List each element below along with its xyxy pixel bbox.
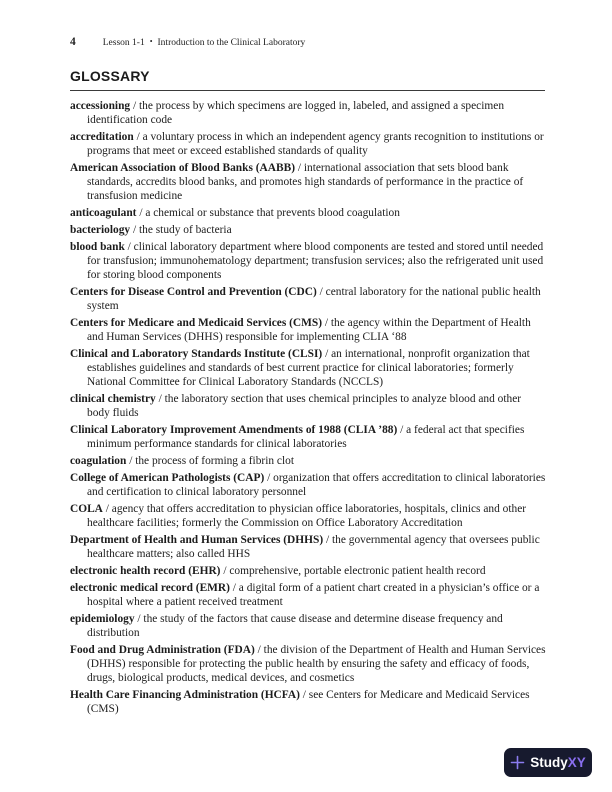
- glossary-term: Food and Drug Administration (FDA): [70, 644, 255, 656]
- glossary-definition: / the agency within the Department of Health and Human Services (DHHS) responsible for implementing CLIA ‘88: [87, 317, 531, 343]
- glossary-definition: / international association that sets blood bank standards, accredits blood banks, and promotes high standards of performance in the practice of transfusion medicine: [87, 162, 524, 202]
- glossary-term: electronic health record (EHR): [70, 565, 221, 577]
- plus-icon: [510, 755, 525, 770]
- glossary-term: COLA: [70, 503, 103, 515]
- glossary-definition: / an international, nonprofit organization that establishes guidelines and standards of best current practice for clinical laboratories; formerly National Committee for Clinical Laboratory Standards (NCCLS): [87, 348, 530, 388]
- glossary-entry: [70, 471, 546, 499]
- glossary-definition: / the process by which specimens are logged in, labeled, and assigned a specimen identification code: [87, 100, 505, 126]
- glossary-entry: [70, 454, 546, 468]
- glossary-term: Clinical and Laboratory Standards Institute (CLSI): [70, 348, 323, 360]
- glossary-definition: / the study of bacteria: [132, 224, 232, 236]
- glossary-list: [70, 99, 546, 719]
- glossary-definition: / the governmental agency that oversees public healthcare matters; also called HHS: [87, 534, 540, 560]
- glossary-entry: [70, 581, 546, 609]
- glossary-entry: [70, 285, 546, 313]
- running-header: [70, 36, 545, 48]
- glossary-term: Department of Health and Human Services (DHHS): [70, 534, 324, 546]
- glossary-entry: [70, 161, 546, 203]
- glossary-entry: [70, 423, 546, 451]
- glossary-definition: / a chemical or substance that prevents blood coagulation: [139, 207, 400, 219]
- glossary-definition: / the laboratory section that uses chemical principles to analyze blood and other body fluids: [87, 393, 522, 419]
- glossary-term: American Association of Blood Banks (AABB): [70, 162, 295, 174]
- glossary-entry: [70, 688, 546, 716]
- glossary-term: bacteriology: [70, 224, 131, 236]
- header-chapter-title: Introduction to the Clinical Laboratory: [157, 38, 306, 48]
- glossary-entry: [70, 612, 546, 640]
- glossary-entry: [70, 240, 546, 282]
- glossary-term: anticoagulant: [70, 207, 137, 219]
- glossary-term: accessioning: [70, 100, 131, 112]
- glossary-term: accreditation: [70, 131, 134, 143]
- glossary-term: blood bank: [70, 241, 125, 253]
- logo-text-primary: Study: [530, 755, 568, 770]
- header-lesson-label: Lesson 1-1: [102, 38, 145, 48]
- glossary-definition: / comprehensive, portable electronic patient health record: [223, 565, 486, 577]
- glossary-term: Clinical Laboratory Improvement Amendments of 1988 (CLIA ’88): [70, 424, 398, 436]
- glossary-entry: [70, 130, 546, 158]
- glossary-entry: [70, 99, 546, 127]
- glossary-entry: [70, 206, 546, 220]
- logo-text-accent: XY: [567, 755, 586, 770]
- glossary-definition: / a voluntary process in which an independent agency grants recognition to institutions or programs that meet or exceed established standards of quality: [87, 131, 544, 157]
- glossary-definition: / the division of the Department of Health and Human Services (DHHS) responsible for protecting the public health by ensuring the safety and efficacy of foods, drugs, biological products, medical devices, and cosmetics: [87, 644, 546, 684]
- glossary-term: epidemiology: [70, 613, 135, 625]
- glossary-definition: / agency that offers accreditation to physician office laboratories, hospitals, clinics and other healthcare facilities; formerly the Commission on Office Laboratory Accreditation: [87, 503, 527, 529]
- glossary-entry: [70, 643, 546, 685]
- glossary-entry: [70, 347, 546, 389]
- bullet-separator-icon: •: [149, 37, 153, 46]
- glossary-definition: / clinical laboratory department where blood components are tested and stored until needed for transfusion; immunohematology department; transfusion services; also the refrigerated unit used for storing blood components: [87, 241, 544, 281]
- glossary-definition: / the process of forming a fibrin clot: [129, 455, 294, 467]
- glossary-entry: [70, 533, 546, 561]
- glossary-definition: / a federal act that specifies minimum performance standards for clinical laboratories: [87, 424, 525, 450]
- glossary-definition: / the study of the factors that cause disease and determine disease frequency and distribution: [87, 613, 503, 639]
- glossary-term: Centers for Medicare and Medicaid Services (CMS): [70, 317, 323, 329]
- glossary-term: Health Care Financing Administration (HCFA): [70, 689, 300, 701]
- glossary-term: coagulation: [70, 455, 127, 467]
- glossary-entry: [70, 392, 546, 420]
- glossary-entry: [70, 223, 546, 237]
- glossary-entry: [70, 564, 546, 578]
- glossary-term: clinical chemistry: [70, 393, 156, 405]
- glossary-term: electronic medical record (EMR): [70, 582, 230, 594]
- page-number: 4: [70, 36, 76, 48]
- glossary-definition: / see Centers for Medicare and Medicaid Services (CMS): [87, 689, 530, 715]
- glossary-entry: [70, 316, 546, 344]
- glossary-definition: / central laboratory for the national public health system: [87, 286, 541, 312]
- glossary-definition: / a digital form of a patient chart created in a physician’s office or a hospital where a patient received treatment: [87, 582, 540, 608]
- glossary-entry: [70, 502, 546, 530]
- glossary-term: College of American Pathologists (CAP): [70, 472, 265, 484]
- studyxy-logo: [504, 748, 592, 777]
- glossary-term: Centers for Disease Control and Prevention (CDC): [70, 286, 317, 298]
- glossary-section-heading: GLOSSARY: [70, 68, 545, 91]
- glossary-definition: / organization that offers accreditation to clinical laboratories and certification to clinical laboratory personnel: [87, 472, 546, 498]
